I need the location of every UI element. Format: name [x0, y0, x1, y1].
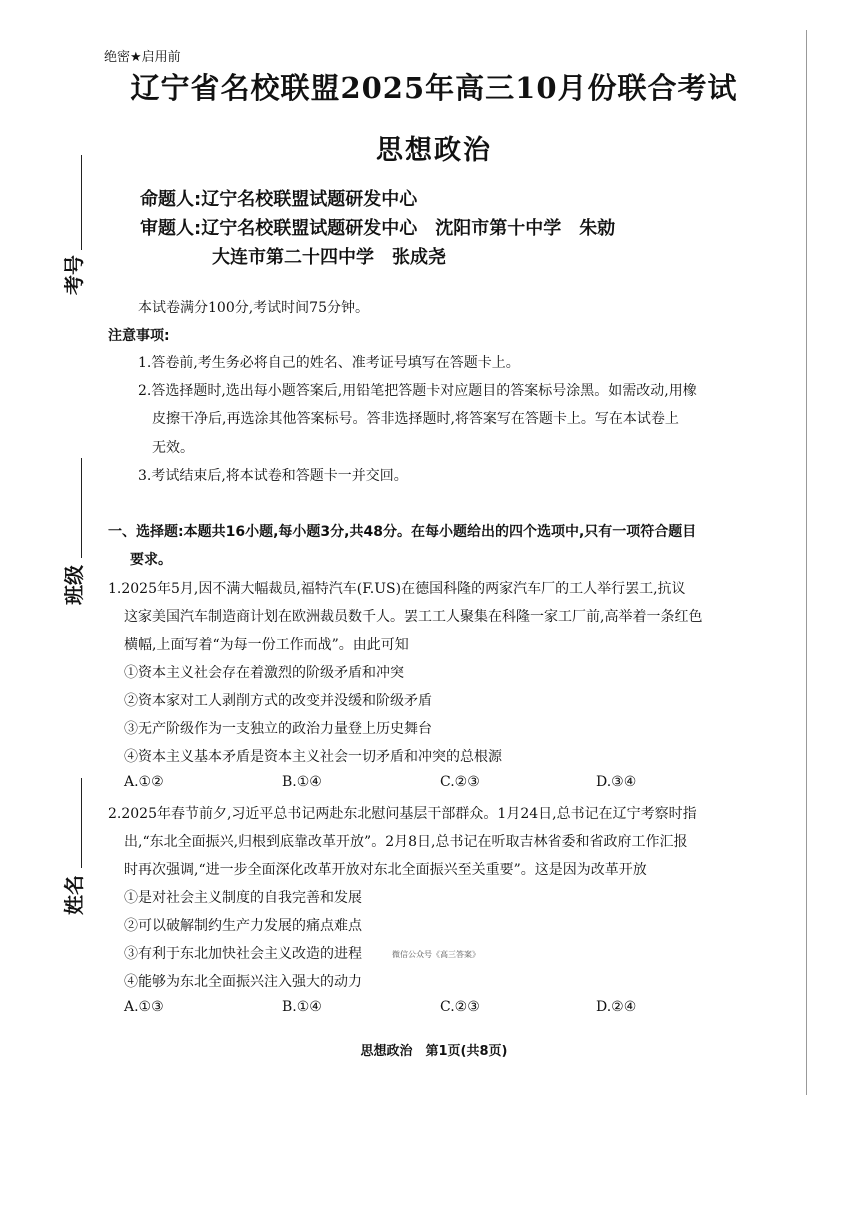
notice-item: 1.答卷前,考生务必将自己的姓名、准考证号填写在答题卡上。 — [138, 355, 520, 371]
q1-option-d: D.③④ — [596, 774, 637, 790]
notice-item: 皮擦干净后,再选涂其他答案标号。答非选择题时,将答案写在答题卡上。写在本试卷上 — [152, 411, 679, 427]
author-line-3: 大连市第二十四中学 张成尧 — [212, 247, 446, 268]
q2-item: ①是对社会主义制度的自我完善和发展 — [124, 890, 362, 906]
q1-stem: 横幅,上面写着“为每一份工作而战”。由此可知 — [124, 637, 409, 653]
exam-info: 本试卷满分100分,考试时间75分钟。 — [138, 300, 369, 316]
q1-option-c: C.②③ — [440, 774, 480, 790]
author-line-2: 审题人:辽宁名校联盟试题研发中心 沈阳市第十中学 朱勍 — [140, 218, 616, 239]
q2-option-c: C.②③ — [440, 999, 480, 1015]
q2-item: ②可以破解制约生产力发展的痛点难点 — [124, 918, 362, 934]
notice-item: 2.答选择题时,选出每小题答案后,用铅笔把答题卡对应题目的答案标号涂黑。如需改动,用橡 — [138, 383, 697, 399]
exam-number-line — [81, 155, 82, 250]
author-line-1: 命题人:辽宁名校联盟试题研发中心 — [140, 189, 418, 210]
subject-title: 思想政治 — [376, 135, 492, 166]
notice-heading: 注意事项: — [108, 328, 170, 344]
exam-title: 辽宁省名校联盟2025年高三10月份联合考试 — [130, 71, 738, 105]
q1-item: ②资本家对工人剥削方式的改变并没缓和阶级矛盾 — [124, 693, 432, 709]
notice-item: 3.考试结束后,将本试卷和答题卡一并交回。 — [138, 468, 408, 484]
q1-stem: 这家美国汽车制造商计划在欧洲裁员数千人。罢工工人聚集在科隆一家工厂前,高举着一条红色 — [124, 609, 703, 625]
section-heading-cont: 要求。 — [130, 552, 172, 568]
name-label: 姓名 — [62, 875, 86, 915]
q2-option-d: D.②④ — [596, 999, 637, 1015]
notice-item: 无效。 — [152, 440, 194, 456]
q1-option-a: A.①② — [124, 774, 164, 790]
q2-stem: 时再次强调,“进一步全面深化改革开放对东北全面振兴至关重要”。这是因为改革开放 — [124, 862, 647, 878]
q1-stem: 1.2025年5月,因不满大幅裁员,福特汽车(F.US)在德国科隆的两家汽车厂的工人举行罢工,抗议 — [108, 581, 686, 597]
q1-option-b: B.①④ — [282, 774, 322, 790]
q2-item: ③有利于东北加快社会主义改造的进程 — [124, 946, 362, 962]
class-label: 班级 — [62, 565, 86, 605]
section-heading: 一、选择题:本题共16小题,每小题3分,共48分。在每小题给出的四个选项中,只有一项符合题目 — [108, 524, 697, 540]
scan-edge-line — [806, 30, 807, 1095]
q2-stem: 2.2025年春节前夕,习近平总书记两赴东北慰问基层干部群众。1月24日,总书记在辽宁考察时指 — [108, 806, 697, 822]
q1-item: ①资本主义社会存在着激烈的阶级矛盾和冲突 — [124, 665, 404, 681]
page-footer: 思想政治 第1页(共8页) — [360, 1044, 508, 1059]
q1-item: ③无产阶级作为一支独立的政治力量登上历史舞台 — [124, 721, 432, 737]
watermark-text: 微信公众号《高三答案》 — [392, 950, 480, 959]
exam-number-label: 考号 — [62, 255, 86, 295]
q2-option-a: A.①③ — [124, 999, 164, 1015]
q1-item: ④资本主义基本矛盾是资本主义社会一切矛盾和冲突的总根源 — [124, 749, 502, 765]
secret-mark: 绝密★启用前 — [104, 50, 181, 65]
class-line — [81, 458, 82, 558]
q2-item: ④能够为东北全面振兴注入强大的动力 — [124, 974, 362, 990]
q2-stem: 出,“东北全面振兴,归根到底靠改革开放”。2月8日,总书记在听取吉林省委和省政府工作汇报 — [124, 834, 688, 850]
q2-option-b: B.①④ — [282, 999, 322, 1015]
name-line — [81, 778, 82, 868]
